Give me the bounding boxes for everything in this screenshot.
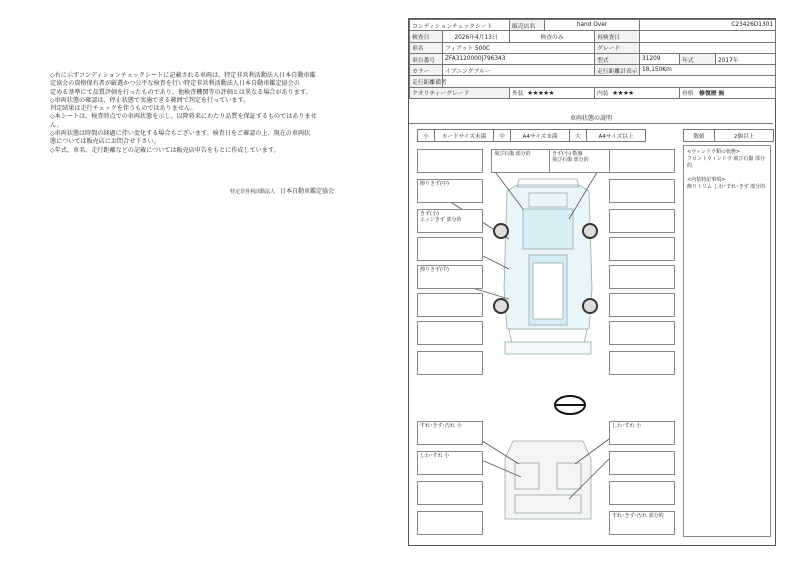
association-type: 特定非営利活動法人 (230, 189, 276, 195)
exterior-label: 外装 (512, 91, 524, 98)
disclaimer-line: ◇車両状態の確認は、停止状態で実施できる範囲で判定を行っています。 (50, 96, 250, 104)
remark-line: <ウィンドウ類の状態> (687, 149, 741, 155)
sheet-title: コンディションチェックシート (410, 20, 510, 31)
interior-box-8: すれ･きず･汚れ 部分的 (609, 511, 675, 535)
damage-box-front-left (417, 149, 483, 173)
grade-label: グレード (595, 42, 640, 53)
count-label: 数値 (683, 129, 715, 142)
disclaimer-line: 判定結果は走行チェックを伴うものではありません。 (50, 105, 197, 113)
odometer-value: 18,150Km (640, 65, 776, 76)
damage-box-left-4 (417, 237, 483, 261)
inspection-type: 検査のみ (510, 31, 595, 42)
damage-box-right-3 (609, 209, 675, 233)
model-code: 31209 (640, 53, 680, 64)
interior-box-4 (417, 511, 483, 535)
year-label: 年式 (680, 53, 716, 64)
mileage-note-label: 走行距離備考 (410, 76, 443, 87)
vin: ZFA3120000J796343 (443, 53, 595, 64)
damage-box-front-center: きず(小) 数個 飛び石傷 部分的 (549, 149, 611, 173)
damage-box-right-7 (609, 321, 675, 345)
interior-box-2: しわ･すれ 小 (417, 451, 483, 475)
association-name: 日本自動車鑑定協会 (279, 188, 334, 195)
size-large: 大 (569, 129, 587, 142)
interior-box-3 (417, 481, 483, 505)
damage-box-left-5: 擦りきず(中) (417, 265, 483, 289)
remark-line: <内装特記事項> (687, 177, 726, 183)
damage-box-right-2 (609, 179, 675, 203)
damage-box-left-6 (417, 293, 483, 317)
sheet-number: C23426D1301 (640, 20, 776, 31)
size-medium: 中 (493, 129, 511, 142)
size-small: 小 (417, 129, 435, 142)
disclaimer-line: ◇本シートは、検査時点での車両状態を示し、以降将来にわたり品質を保証するものではありませ (50, 113, 317, 121)
remark-line: フロントウィンドウ 飛び石傷 部分的 (687, 156, 765, 169)
interior-box-7 (609, 481, 675, 505)
size-small-desc: カードサイズ未満 (434, 129, 494, 142)
condition-check-sheet (408, 18, 776, 546)
disclaimer-line: ◇右に示すコンディションチェックシートに記載される車両は、特定非営利活動法人日本自動車鑑 (50, 72, 316, 79)
disclaimer-line: ◇年式、車名、走行距離などの記載については販売店申告をもとに作成しています。 (50, 146, 280, 154)
interior-box-1: すれ･きず･汚れ 小 (417, 421, 483, 445)
exterior-stars: ★★★★★ (527, 89, 554, 98)
odometer-label: 走行距離計表示 (595, 65, 640, 76)
section-title: 車両状態の説明 (409, 114, 773, 124)
damage-box-rear-right (609, 351, 675, 375)
damage-box-right-6 (609, 293, 675, 317)
interior-box-6 (609, 451, 675, 475)
damage-box-left-2: 擦りきず(中) (417, 179, 483, 203)
interior-stars: ★★★★ (612, 89, 634, 98)
interior-label: 内装 (597, 91, 609, 98)
color-value: イブニングブルー (443, 65, 595, 76)
interior-box-5: しわ･すれ 小 (609, 421, 675, 445)
dealer-name: hand Over (545, 20, 640, 31)
steering-wheel-icon (555, 396, 585, 414)
vin-label: 車台番号 (410, 53, 443, 64)
disclaimer-line: ◇車両状態は時間の経過に伴い変化する場合もございます。検査日をご確認の上、現在の車両状 (50, 130, 311, 138)
car-name-label: 車名 (410, 42, 443, 53)
color-label: カラー (410, 65, 443, 76)
damage-box-rear-left (417, 351, 483, 375)
disclaimer-line: 定める基準にて品質評価を行ったものであり、他検査機関等の評価とは異なる場合があります。 (50, 88, 312, 96)
disclaimer-line: 態については販売店にお問合せ下さい。 (50, 138, 160, 146)
repair-history: 修復歴 無 (699, 91, 725, 98)
size-large-desc: A4サイズ以上 (586, 129, 646, 142)
dealer-label: 販売店名 (510, 20, 545, 31)
association-signature (230, 186, 334, 195)
car-name: フィアット 500C (443, 42, 595, 53)
count-desc: 2個以上 (714, 129, 774, 142)
disclaimer-line: ん。 (50, 121, 63, 129)
quality-grade-label: クオリティーグレード (410, 87, 510, 98)
damage-box-right-5 (609, 265, 675, 289)
remark-line: 飾りトリム しわ･すれ･きず 部分的 (687, 184, 766, 190)
damage-box-left-7 (417, 321, 483, 345)
disclaimer-notes (50, 72, 360, 155)
model-year: 2017年 (716, 53, 776, 64)
damage-box-front-right (609, 149, 675, 173)
reinspection-label: 再検査日 (595, 31, 640, 42)
remark-line (687, 170, 767, 177)
frame-label: 骨格 (682, 91, 694, 98)
damage-box-right-4 (609, 237, 675, 261)
model-label: 型式 (595, 53, 640, 64)
size-medium-desc: A4サイズ未満 (510, 129, 570, 142)
inspection-date-label: 検査日 (410, 31, 443, 42)
damage-box-front-glass: 飛び石傷 部分的 (491, 149, 551, 173)
damage-box-left-3: きず(小) エッジきず 部分的 (417, 209, 483, 233)
inspection-date: 2026年4月13日 (443, 31, 510, 42)
disclaimer-line: 定協会の資格保有者が厳選かつ公平な検査を行い特定非営利活動法人日本自動車鑑定協会の (50, 80, 300, 88)
remarks-box (683, 145, 771, 537)
